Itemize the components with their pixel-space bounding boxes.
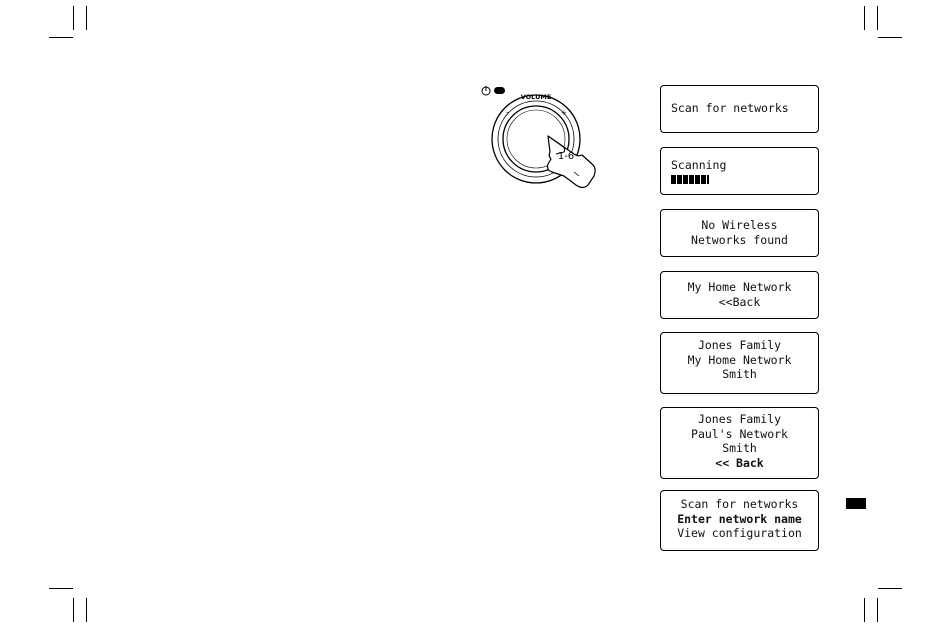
display-line: Networks found — [691, 232, 788, 247]
display-screen-4 — [660, 271, 819, 319]
display-line-selected: << Back — [715, 455, 764, 470]
display-line: No Wireless — [701, 218, 778, 232]
display-line: View configuration — [677, 526, 802, 540]
display-screen-5 — [660, 332, 819, 394]
step-number-label: 1-6 — [557, 151, 575, 162]
volume-minus-mark: – — [506, 108, 510, 116]
scanning-progress-bar — [671, 175, 709, 184]
display-line: Scan for networks — [671, 101, 789, 115]
display-screen-7 — [660, 490, 819, 551]
display-line: My Home Network — [687, 280, 792, 294]
display-screen-3 — [660, 209, 819, 257]
standby-button-icon — [494, 87, 505, 94]
display-line: <<Back — [718, 294, 761, 309]
display-screen-1 — [660, 85, 819, 133]
display-line: Scanning — [671, 158, 727, 172]
display-screen-2 — [660, 147, 819, 195]
power-icon — [482, 86, 490, 95]
display-line: Jones Family — [697, 412, 782, 426]
volume-knob-illustration — [478, 84, 608, 192]
display-screen-6 — [660, 407, 819, 479]
display-line: Smith — [722, 367, 757, 381]
display-line: Paul's Network — [691, 426, 788, 441]
display-line: Jones Family — [697, 338, 782, 352]
display-line-selected: Enter network name — [677, 511, 802, 526]
volume-plus-mark: + — [561, 109, 567, 117]
language-tab-marker — [846, 498, 866, 509]
display-line: Smith — [722, 441, 757, 455]
display-line: My Home Network — [687, 352, 792, 367]
volume-ring-label: VOLUME — [520, 93, 552, 101]
display-line: Scan for networks — [680, 497, 799, 511]
